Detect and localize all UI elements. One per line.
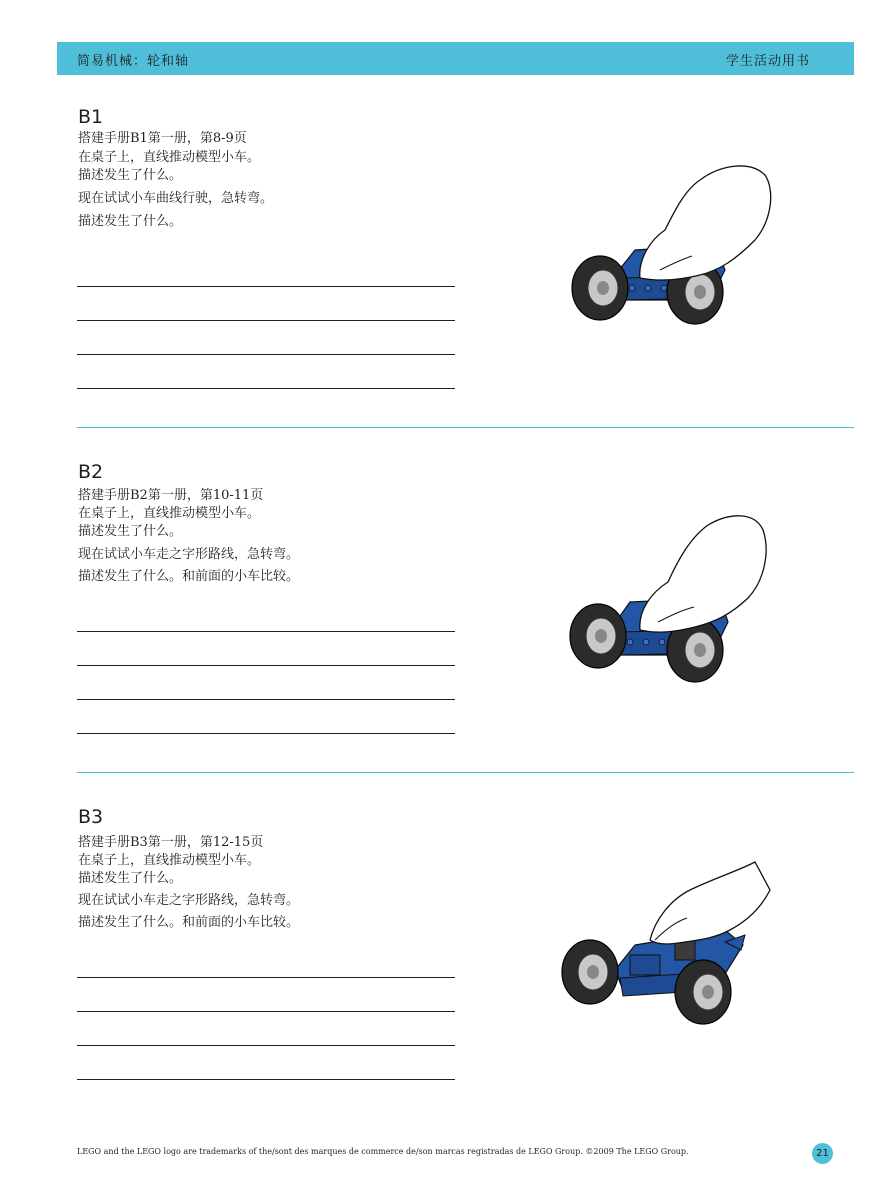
section-title: B3 [78, 806, 104, 828]
instruction-line: 搭建手册B2第一册，第10-11页 [78, 488, 264, 503]
wheel-left [570, 604, 626, 668]
instruction-line: 描述发生了什么。 [78, 214, 183, 229]
wheel-left [572, 256, 628, 320]
instruction-line: 描述发生了什么。和前面的小车比较。 [78, 569, 300, 584]
instruction-line: 在桌子上，直线推动模型小车。 [78, 506, 261, 521]
instruction-line: 现在试试小车走之字形路线，急转弯。 [78, 893, 300, 908]
hand-icon [640, 166, 771, 280]
hand-icon [640, 516, 766, 632]
header-book-name: 学生活动用书 [725, 54, 810, 69]
instruction-line: 在桌子上，直线推动模型小车。 [78, 853, 261, 868]
section-divider [77, 427, 854, 428]
answer-line[interactable] [77, 977, 455, 978]
instruction-line: 搭建手册B3第一册，第12-15页 [78, 835, 264, 850]
car-model-illustration [560, 510, 800, 685]
answer-line[interactable] [77, 1011, 455, 1012]
instruction-line: 描述发生了什么。 [78, 524, 183, 539]
instruction-line: 现在试试小车曲线行驶，急转弯。 [78, 191, 274, 206]
answer-line[interactable] [77, 354, 455, 355]
wheel-right [675, 960, 731, 1024]
answer-line[interactable] [77, 286, 455, 287]
section-title: B1 [78, 106, 104, 128]
answer-line[interactable] [77, 733, 455, 734]
answer-line[interactable] [77, 1045, 455, 1046]
instruction-line: 描述发生了什么。 [78, 871, 183, 886]
answer-line[interactable] [77, 1079, 455, 1080]
answer-line[interactable] [77, 665, 455, 666]
answer-line[interactable] [77, 631, 455, 632]
instruction-line: 搭建手册B1第一册，第8-9页 [78, 131, 247, 146]
header-title: 简易机械：轮和轴 [77, 54, 190, 69]
section-divider [77, 772, 854, 773]
answer-line[interactable] [77, 320, 455, 321]
hand-icon [650, 862, 770, 944]
answer-line[interactable] [77, 388, 455, 389]
section-title: B2 [78, 461, 104, 483]
instruction-line: 现在试试小车走之字形路线，急转弯。 [78, 547, 300, 562]
answer-line[interactable] [77, 699, 455, 700]
trademark-notice: LEGO and the LEGO logo are trademarks of the/sont des marques de commerce de/son marcas registradas de LEGO Group. ©2009 The LEGO Group. [77, 1147, 689, 1156]
header-bar [57, 42, 854, 75]
instruction-line: 描述发生了什么。 [78, 168, 183, 183]
instruction-line: 描述发生了什么。和前面的小车比较。 [78, 915, 300, 930]
car-model-illustration [555, 860, 795, 1030]
car-model-illustration [560, 160, 800, 330]
instruction-line: 在桌子上，直线推动模型小车。 [78, 150, 261, 165]
wheel-left [562, 940, 618, 1004]
page-number-badge: 21 [812, 1143, 833, 1164]
